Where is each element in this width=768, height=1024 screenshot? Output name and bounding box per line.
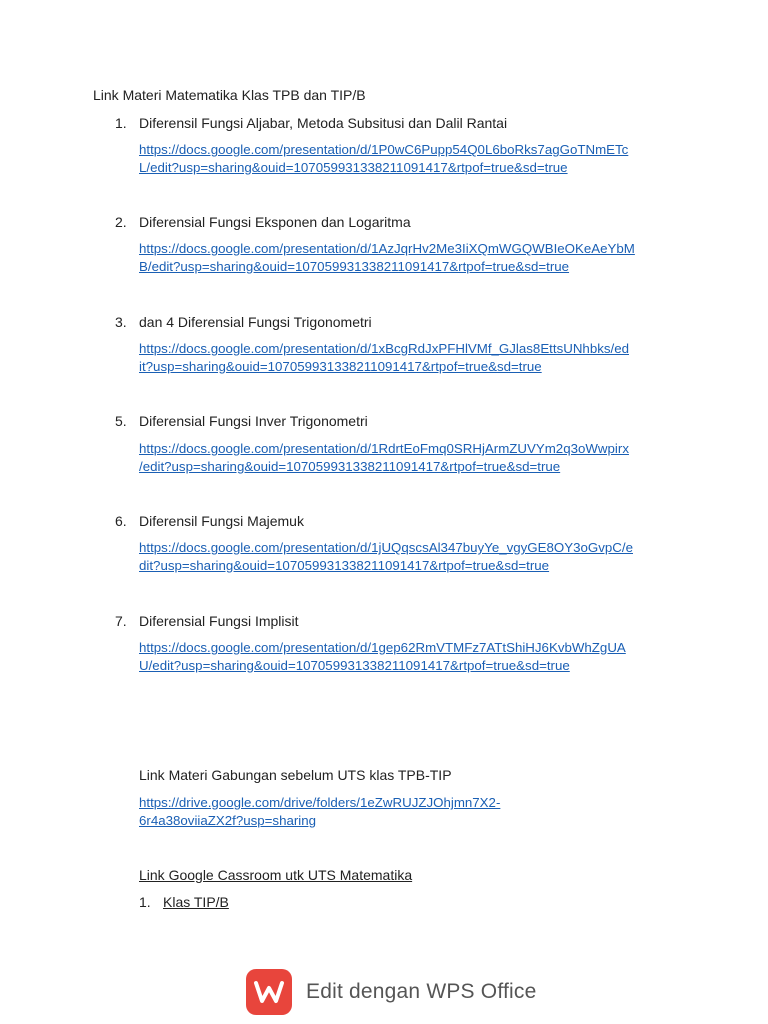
list-number: 2.: [115, 214, 127, 230]
link-line[interactable]: https://docs.google.com/presentation/d/1xBcgRdJxPFHlVMf_GJlas8EttsUNhbks/ed: [139, 341, 629, 356]
list-number: 3.: [115, 314, 127, 330]
list-item: [115, 114, 507, 132]
list-item-label: Diferensial Fungsi Eksponen dan Logaritma: [139, 214, 411, 230]
presentation-link[interactable]: [139, 539, 679, 575]
link-line[interactable]: https://docs.google.com/presentation/d/1gep62RmVTMFz7ATtShiHJ6KvbWhZgUA: [139, 640, 626, 655]
classroom-heading: Link Google Cassroom utk UTS Matematika: [139, 867, 413, 883]
list-item-label: dan 4 Diferensial Fungsi Trigonometri: [139, 314, 372, 330]
list-number: 7.: [115, 613, 127, 629]
combined-heading: Link Materi Gabungan sebelum UTS klas TPB-TIP: [139, 767, 452, 783]
link-line[interactable]: https://docs.google.com/presentation/d/1RdrtEoFmq0SRHjArmZUVYm2q3oWwpirx: [139, 441, 629, 456]
list-item-label: Diferensil Fungsi Aljabar, Metoda Subsitusi dan Dalil Rantai: [139, 115, 508, 131]
list-item-label: Diferensial Fungsi Implisit: [139, 613, 299, 629]
list-number: 1.: [139, 894, 151, 910]
presentation-link[interactable]: [139, 340, 679, 376]
link-line[interactable]: 6r4a38oviiaZX2f?usp=sharing: [139, 813, 317, 828]
list-number: 5.: [115, 413, 127, 429]
link-line[interactable]: https://docs.google.com/presentation/d/1AzJqrHv2Me3IiXQmWGQWBIeOKeAeYbM: [139, 241, 635, 256]
classroom-list-item[interactable]: [139, 893, 229, 911]
document-title: Link Materi Matematika Klas TPB dan TIP/B: [93, 87, 366, 103]
link-line[interactable]: U/edit?usp=sharing&ouid=107059931338211091417&rtpof=true&sd=true: [139, 658, 570, 673]
presentation-link[interactable]: [139, 240, 679, 276]
presentation-link[interactable]: [139, 141, 679, 177]
link-line[interactable]: /edit?usp=sharing&ouid=107059931338211091417&rtpof=true&sd=true: [139, 459, 561, 474]
list-item: [115, 313, 372, 331]
wps-edit-banner[interactable]: [246, 968, 536, 1016]
list-item: [115, 512, 304, 530]
link-line[interactable]: https://docs.google.com/presentation/d/1P0wC6Pupp54Q0L6boRks7agGoTNmETc: [139, 142, 629, 157]
list-item: [115, 412, 368, 430]
list-item: [115, 213, 411, 231]
classroom-item-label[interactable]: Klas TIP/B: [163, 894, 229, 910]
link-line[interactable]: it?usp=sharing&ouid=107059931338211091417&rtpof=true&sd=true: [139, 359, 542, 374]
link-line[interactable]: https://docs.google.com/presentation/d/1jUQqscsAl347buyYe_vgyGE8OY3oGvpC/e: [139, 540, 633, 555]
link-line[interactable]: dit?usp=sharing&ouid=107059931338211091417&rtpof=true&sd=true: [139, 558, 550, 573]
presentation-link[interactable]: [139, 639, 679, 675]
wps-banner-text[interactable]: Edit dengan WPS Office: [306, 980, 537, 1003]
link-line[interactable]: B/edit?usp=sharing&ouid=107059931338211091417&rtpof=true&sd=true: [139, 259, 570, 274]
list-number: 1.: [115, 115, 127, 131]
list-number: 6.: [115, 513, 127, 529]
wps-w-glyph: [253, 979, 285, 1005]
presentation-link[interactable]: [139, 440, 679, 476]
drive-folder-link[interactable]: [139, 794, 679, 830]
list-item: [115, 612, 299, 630]
list-item-label: Diferensial Fungsi Inver Trigonometri: [139, 413, 368, 429]
list-item-label: Diferensil Fungsi Majemuk: [139, 513, 304, 529]
link-line[interactable]: L/edit?usp=sharing&ouid=107059931338211091417&rtpof=true&sd=true: [139, 160, 568, 175]
link-line[interactable]: https://drive.google.com/drive/folders/1eZwRUJZJOhjmn7X2-: [139, 795, 501, 810]
wps-logo-icon[interactable]: [246, 969, 292, 1015]
